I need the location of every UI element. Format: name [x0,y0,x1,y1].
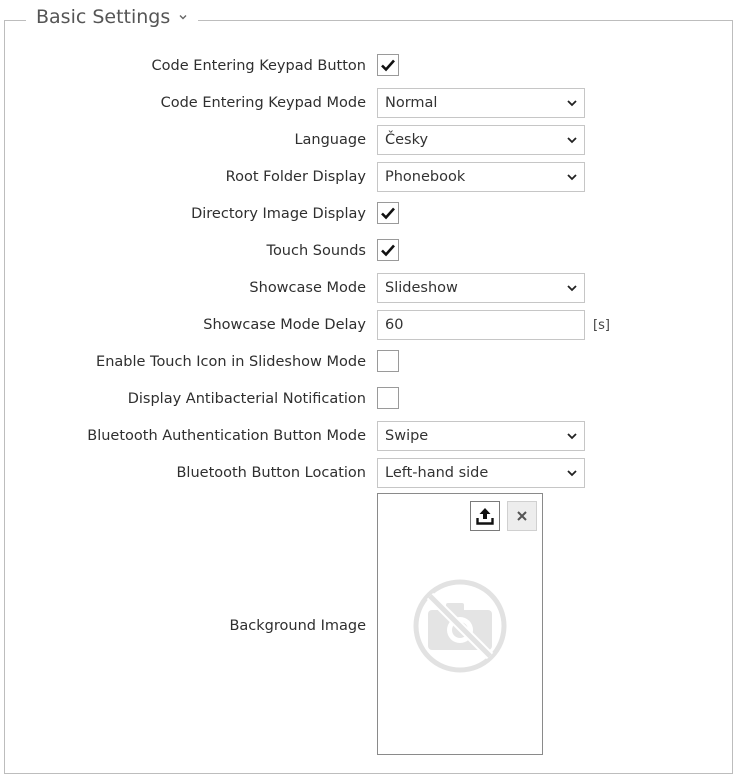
row-bt-auth-mode [0,421,738,451]
root-folder-value: Phonebook [385,169,466,185]
section-header[interactable] [26,6,198,28]
bt-location-label: Bluetooth Button Location [176,465,366,481]
remove-image-button[interactable] [507,501,537,531]
bt-auth-mode-value: Swipe [385,428,429,444]
bt-auth-mode-select[interactable] [377,421,585,451]
background-image-label: Background Image [229,618,366,634]
row-keypad-button [0,51,738,81]
language-value: Česky [385,132,429,148]
row-language [0,125,738,155]
row-directory-image [0,199,738,229]
row-showcase-delay [0,310,738,340]
row-touch-icon [0,347,738,377]
bt-auth-mode-label: Bluetooth Authentication Button Mode [87,428,366,444]
keypad-button-label: Code Entering Keypad Button [151,58,366,74]
directory-image-checkbox[interactable] [377,202,399,224]
antibacterial-label: Display Antibacterial Notification [127,391,366,407]
row-root-folder [0,162,738,192]
touch-sounds-label: Touch Sounds [266,243,366,259]
showcase-mode-select[interactable] [377,273,585,303]
touch-sounds-checkbox[interactable] [377,239,399,261]
touch-icon-label: Enable Touch Icon in Slideshow Mode [96,354,366,370]
background-image-box [377,493,543,755]
root-folder-label: Root Folder Display [225,169,366,185]
keypad-mode-label: Code Entering Keypad Mode [160,95,366,111]
showcase-mode-value: Slideshow [385,280,458,296]
checkmark-icon [380,57,396,73]
antibacterial-checkbox[interactable] [377,387,399,409]
row-touch-sounds [0,236,738,266]
row-bt-location [0,458,738,488]
row-background-image [0,611,738,641]
showcase-delay-label: Showcase Mode Delay [203,317,366,333]
language-label: Language [294,132,366,148]
row-antibacterial [0,384,738,414]
bt-location-value: Left-hand side [385,465,489,481]
chevron-down-icon [567,432,577,440]
checkmark-icon [380,242,396,258]
showcase-delay-input[interactable] [377,310,585,340]
upload-icon [475,506,495,526]
showcase-mode-label: Showcase Mode [249,280,366,296]
chevron-down-icon [567,469,577,477]
row-keypad-mode [0,88,738,118]
keypad-button-checkbox[interactable] [377,54,399,76]
keypad-mode-value: Normal [385,95,438,111]
chevron-down-icon [178,12,188,22]
directory-image-label: Directory Image Display [191,206,366,222]
showcase-delay-unit: [s] [593,318,610,333]
upload-button[interactable] [470,501,500,531]
bt-location-select[interactable] [377,458,585,488]
language-select[interactable] [377,125,585,155]
root-folder-select[interactable] [377,162,585,192]
touch-icon-checkbox[interactable] [377,350,399,372]
section-title: Basic Settings [36,6,171,28]
chevron-down-icon [567,173,577,181]
no-camera-icon [412,578,508,674]
chevron-down-icon [567,284,577,292]
close-icon [516,510,528,522]
chevron-down-icon [567,136,577,144]
chevron-down-icon [567,99,577,107]
row-showcase-mode [0,273,738,303]
checkmark-icon [380,205,396,221]
keypad-mode-select[interactable] [377,88,585,118]
